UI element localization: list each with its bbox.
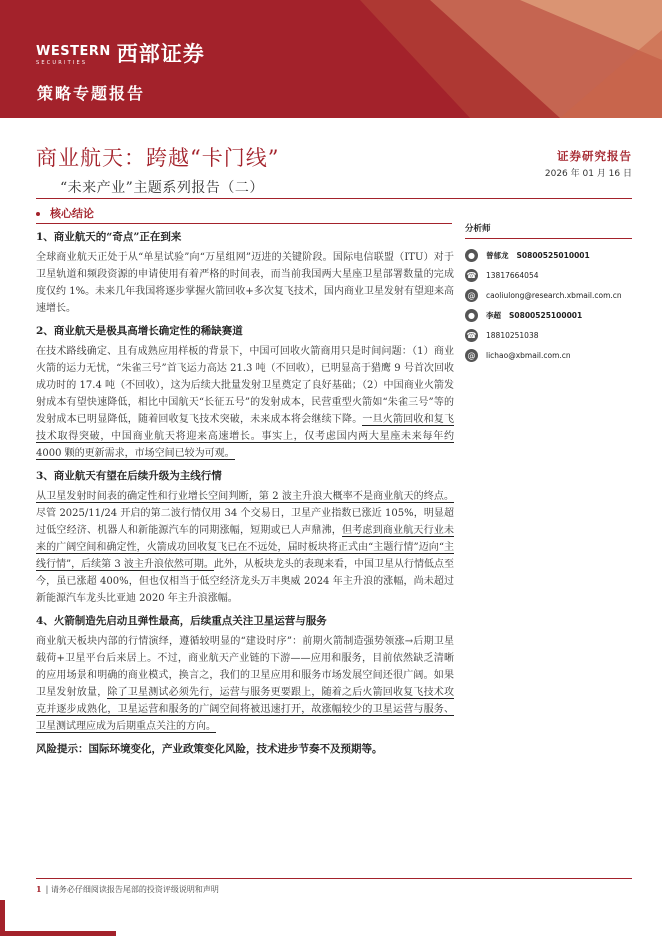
analyst-1-phone-row: [465, 267, 632, 283]
analyst-1-cert: S0800525010001: [516, 250, 590, 260]
footer-disclaimer: 请务必仔细阅读报告尾部的投资评级说明和声明: [50, 885, 219, 894]
footer: 1 | 请务必仔细阅读报告尾部的投资评级说明和声明: [36, 884, 219, 894]
risk-warning: 风险提示：国际环境变化，产业政策变化风险，技术进步节奏不及预期等。: [36, 743, 383, 755]
section-2-underlined: 一旦火箭回收和复飞技术取得突破，中国商业航天将迎来高速增长。事实上，仅考虑国内两大星座未来每年约 4000 颗的更新需求，市场空间已较为可观。: [36, 414, 455, 459]
report-type: 策略专题报告: [37, 84, 146, 103]
person-icon: ●: [465, 309, 478, 322]
section-3-underlined-2: 但考虑到商业航天行业未来的广阔空间和确定性，火箭成功回收复飞已在不远处，届时板块将正式由“主题行情”迈向“主线行情”，后续第 3 波主升浪依然可期。: [36, 525, 454, 570]
analyst-1-email[interactable]: caoliulong@research.xbmail.com.cn: [486, 290, 622, 300]
section-1-paragraph: 全球商业航天正处于从“单星试验”向“万星组网”迈进的关键阶段。国际电信联盟（ITU）对于卫星轨道和频段资源的申请使用有着严格的时间表，而当前我国两大星座卫星部署数量的完成度仅约 1%。未来几年我国将逐步掌握火箭回收+多次复飞技术，国内商业卫星发射有望迎来高速增长。: [36, 252, 454, 314]
phone-icon: ☎: [466, 330, 477, 340]
page-number: 1: [36, 884, 42, 894]
analyst-2-name: 李超: [486, 310, 501, 320]
section-2-heading: 2、商业航天是极具高增长确定性的稀缺赛道: [36, 325, 243, 337]
divider-core: [36, 223, 452, 224]
analyst-1-phone: 13817664054: [486, 270, 539, 280]
analyst-2-phone-row: [465, 327, 632, 343]
analyst-2-row: [465, 307, 632, 323]
logo-en: WESTERN: [36, 44, 111, 59]
section-3-text-end: 此外，从板块龙头的表现来看，中国卫星从行情低点至今，虽已涨超 400%，但也仅相当于低空经济龙头万丰奥威 2024 年主升浪的涨幅，尚未超过新能源汽车龙头比亚迪 2020 年主升浪涨幅。: [36, 559, 454, 604]
section-4-text: 商业航天板块内部的行情演绎，遵循较明显的“建设时序”：前期火箭制造强势领涨→后期卫星载荷+卫星平台后来居上。不过，商业航天产业链的下游——应用和服务，目前依然缺乏清晰的应用场景和明确的商业模式，换言之，我们的卫星应用和服务市场发展空间还很广阔。如果卫星发射放量，: [36, 636, 454, 698]
analyst-2-cert: S0800525100001: [509, 310, 583, 320]
core-conclusion-heading: [36, 205, 94, 221]
section-3-paragraph: [36, 488, 454, 607]
analyst-1-email-row: [465, 287, 632, 303]
analyst-heading: 分析师: [465, 222, 632, 239]
logo-en-sub: SECURITIES: [36, 60, 88, 66]
section-1-heading: 1、商业航天的“奇点”正在到来: [36, 231, 182, 243]
main-content: [36, 229, 454, 757]
report-date: 2026 年 01 月 16 日: [544, 169, 632, 179]
logo-cn: 西部证券: [116, 42, 205, 66]
divider-top: [36, 198, 632, 199]
corner-decoration-horizontal: [0, 931, 116, 936]
analyst-1-row: [465, 247, 632, 263]
header-band: [0, 0, 662, 118]
report-category-tag: 证券研究报告: [557, 149, 632, 163]
analyst-sidebar: [465, 222, 632, 367]
section-4-heading: 4、火箭制造先启动且弹性最高，后续重点关注卫星运营与服务: [36, 615, 327, 627]
section-2-text: 在技术路线确定、且有成熟应用样板的背景下，中国可回收火箭商用只是时间问题：（1）商业火箭的运力无忧，“朱雀三号”首飞运力高达 21.3 吨（不回收），已明显高于猎鹰 9 号首次回收成功时的 17.4 吨（不回收），这为后续大批量发射卫星奠定了良好基础；（2）中国商业火箭发射成本有望快速降低，相比中国航天“长征五号”的发射成本，民营重型火箭如“朱雀三号”等的发射成本已明显降低，随着回收复飞技术突破，未来成本将会继续下降。: [36, 346, 454, 425]
person-icon: ●: [465, 249, 478, 262]
section-4-paragraph: [36, 633, 454, 735]
analyst-2-email[interactable]: lichao@xbmail.com.cn: [486, 350, 571, 360]
logo: [36, 38, 205, 68]
footer-divider: [36, 878, 632, 879]
email-icon: @: [465, 289, 478, 302]
email-icon: @: [465, 349, 478, 362]
section-3-underlined-1: 从卫星发射时间表的确定性和行业增长空间判断，第 2 波主升浪大概率不是商业航天的终点。: [36, 491, 454, 502]
phone-icon: ☎: [466, 270, 477, 280]
analyst-1-name: 曾郁龙: [486, 250, 509, 260]
report-title: 商业航天：跨越“卡门线”: [36, 146, 280, 170]
section-2-paragraph: [36, 343, 454, 462]
analyst-2-phone: 18810251038: [486, 330, 539, 340]
report-subtitle: “未来产业”主题系列报告（二）: [60, 180, 264, 196]
core-conclusion-label: 核心结论: [50, 207, 94, 220]
bullet-icon: [36, 212, 40, 216]
section-3-heading: 3、商业航天有望在后续升级为主线行情: [36, 470, 222, 482]
analyst-2-email-row: [465, 347, 632, 363]
section-4-underlined: 除了卫星测试必须先行，运营与服务更要跟上，随着之后火箭回收复飞技术攻克并逐步成熟化，卫星运营和服务的广阔空间将被迅速打开，故涨幅较少的卫星运营与服务、卫星测试理应成为后期重点关注的方向。: [36, 687, 455, 732]
logo-en-block: [36, 40, 111, 66]
section-3-text-mid: 尽管 2025/11/24 开启的第二波行情仅用 34 个交易日，卫星产业指数已涨近 105%，明显超过低空经济、机器人和新能源汽车的同期涨幅，短期或已人声鼎沸，: [36, 508, 454, 536]
